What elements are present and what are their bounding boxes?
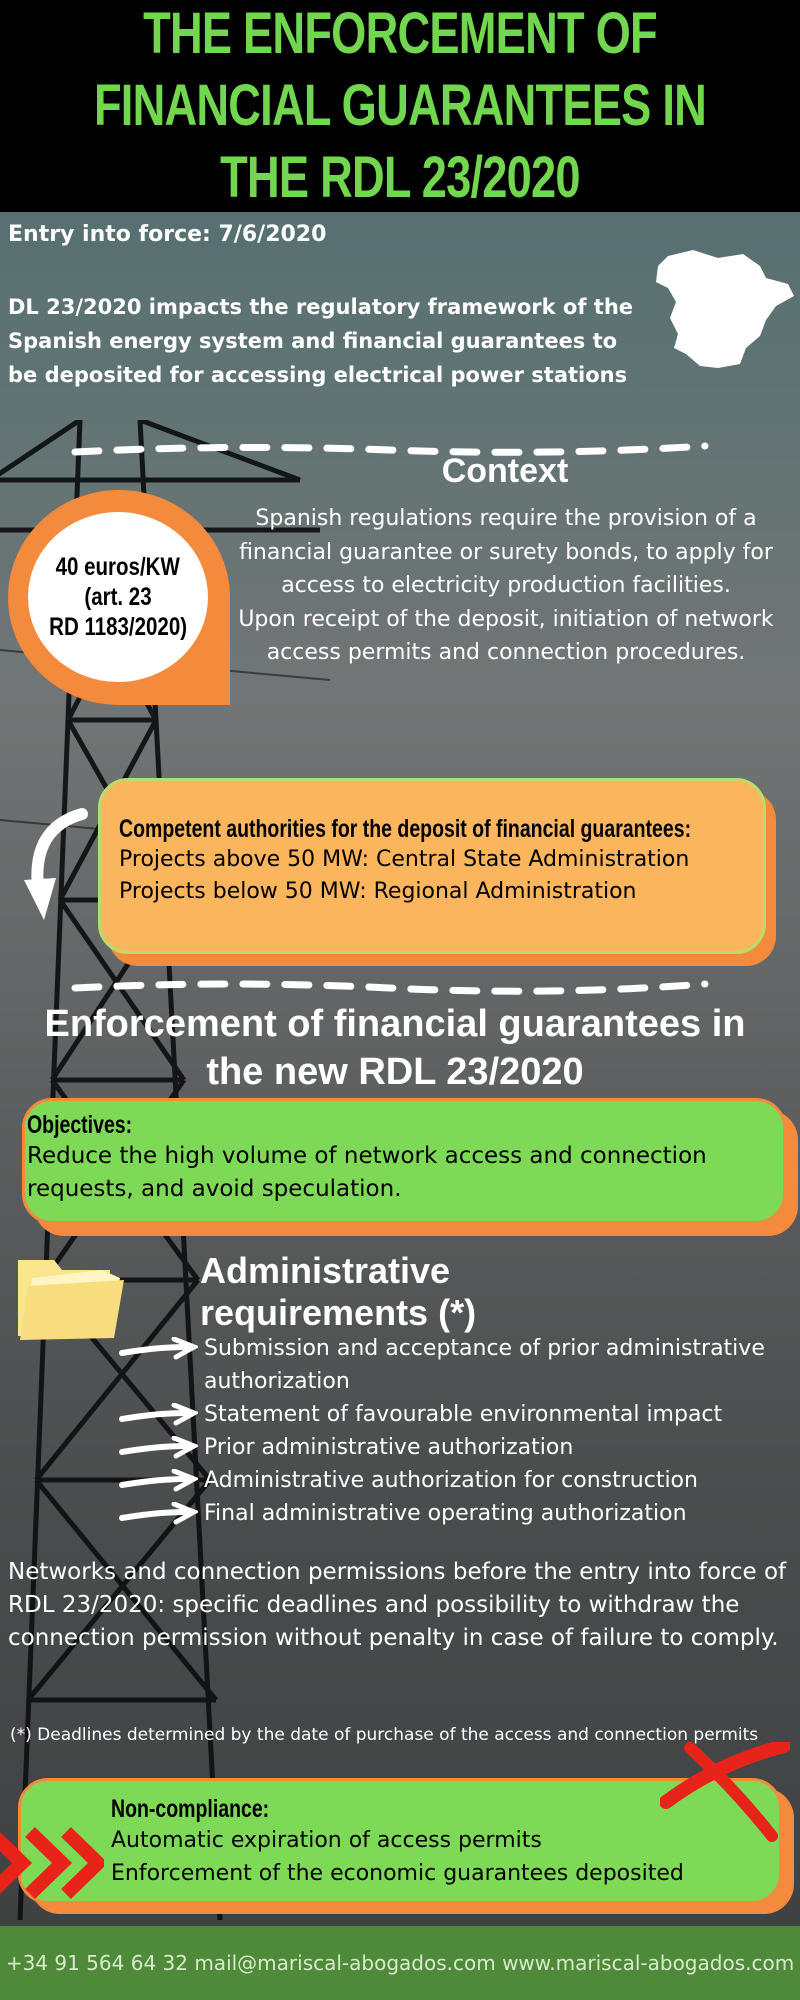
objectives-text: Reduce the high volume of network access and connection requests, and avoid speculation.	[27, 1143, 707, 1202]
objectives-title: Objectives:	[27, 1111, 133, 1139]
entry-into-force: Entry into force: 7/6/2020	[8, 222, 327, 247]
non-compliance-line: Enforcement of the economic guarantees deposited	[111, 1861, 684, 1886]
list-item	[118, 1464, 798, 1497]
requirements-list	[118, 1332, 798, 1530]
dashed-divider	[70, 978, 710, 998]
footer	[0, 1926, 800, 2000]
badge-circle	[28, 512, 208, 682]
authorities-title: Competent authorities for the deposit of financial guarantees:	[119, 815, 692, 843]
list-item	[118, 1497, 798, 1530]
right-arrow-icon	[118, 1431, 204, 1464]
requirement-text: Statement of favourable environmental impact	[204, 1402, 723, 1427]
requirement-text: Administrative authorization for construction	[204, 1468, 698, 1493]
context-paragraph: Spanish regulations require the provision of a financial guarantee or surety bonds, to apply for access to electricity production facilities.	[239, 506, 773, 598]
context-paragraph: Upon receipt of the deposit, initiation of network access permits and connection procedures.	[238, 606, 774, 665]
authorities-box	[98, 778, 766, 954]
footnote: (*) Deadlines determined by the date of purchase of the access and connection permits	[10, 1725, 759, 1745]
networks-text: Networks and connection permissions before the entry into force of RDL 23/2020: specific deadlines and possibility to withdraw the connection permission without penalty in case of failure to comply.	[8, 1559, 787, 1651]
spain-map-icon	[648, 248, 796, 373]
folder-icon	[14, 1248, 126, 1344]
badge-line: 40 euros/KW	[55, 553, 181, 581]
context-title: Context	[441, 452, 569, 490]
price-badge	[8, 490, 230, 705]
list-item	[118, 1431, 798, 1464]
intro-description: DL 23/2020 impacts the regulatory framework of the Spanish energy system and financial guarantees to be deposited for accessing electrical power stations	[8, 295, 634, 387]
list-item	[118, 1398, 798, 1431]
requirement-text: Prior administrative authorization	[204, 1435, 574, 1460]
right-arrow-icon	[118, 1398, 204, 1431]
right-arrow-icon	[118, 1497, 204, 1530]
authorities-line: Projects below 50 MW: Regional Administration	[119, 879, 637, 904]
badge-line: (art. 23	[84, 583, 152, 611]
curved-arrow-icon	[22, 808, 104, 928]
list-item	[118, 1332, 798, 1398]
authorities-line: Projects above 50 MW: Central State Administration	[119, 847, 690, 872]
non-compliance-title: Non-compliance:	[111, 1795, 270, 1823]
requirement-text: Final administrative operating authorization	[204, 1501, 687, 1526]
header	[0, 0, 800, 212]
right-arrow-icon	[118, 1332, 204, 1365]
context-text	[232, 502, 780, 670]
administrative-title: Administrative requirements (*)	[200, 1250, 477, 1333]
badge-line: RD 1183/2020)	[49, 613, 187, 641]
page-title: THE ENFORCEMENT OF FINANCIAL GUARANTEES IN THE RDL 23/2020	[93, 1, 707, 210]
chevron-arrows-icon	[0, 1826, 104, 1900]
objectives-box	[22, 1098, 786, 1224]
non-compliance-line: Automatic expiration of access permits	[111, 1828, 542, 1853]
enforcement-title: Enforcement of financial guarantees in the new RDL 23/2020	[44, 1003, 746, 1093]
footer-contact: +34 91 564 64 32 mail@mariscal-abogados.com www.mariscal-abogados.com	[5, 1951, 795, 1975]
requirement-text: Submission and acceptance of prior administrative authorization	[204, 1336, 765, 1394]
red-cross-icon	[660, 1742, 790, 1842]
right-arrow-icon	[118, 1464, 204, 1497]
